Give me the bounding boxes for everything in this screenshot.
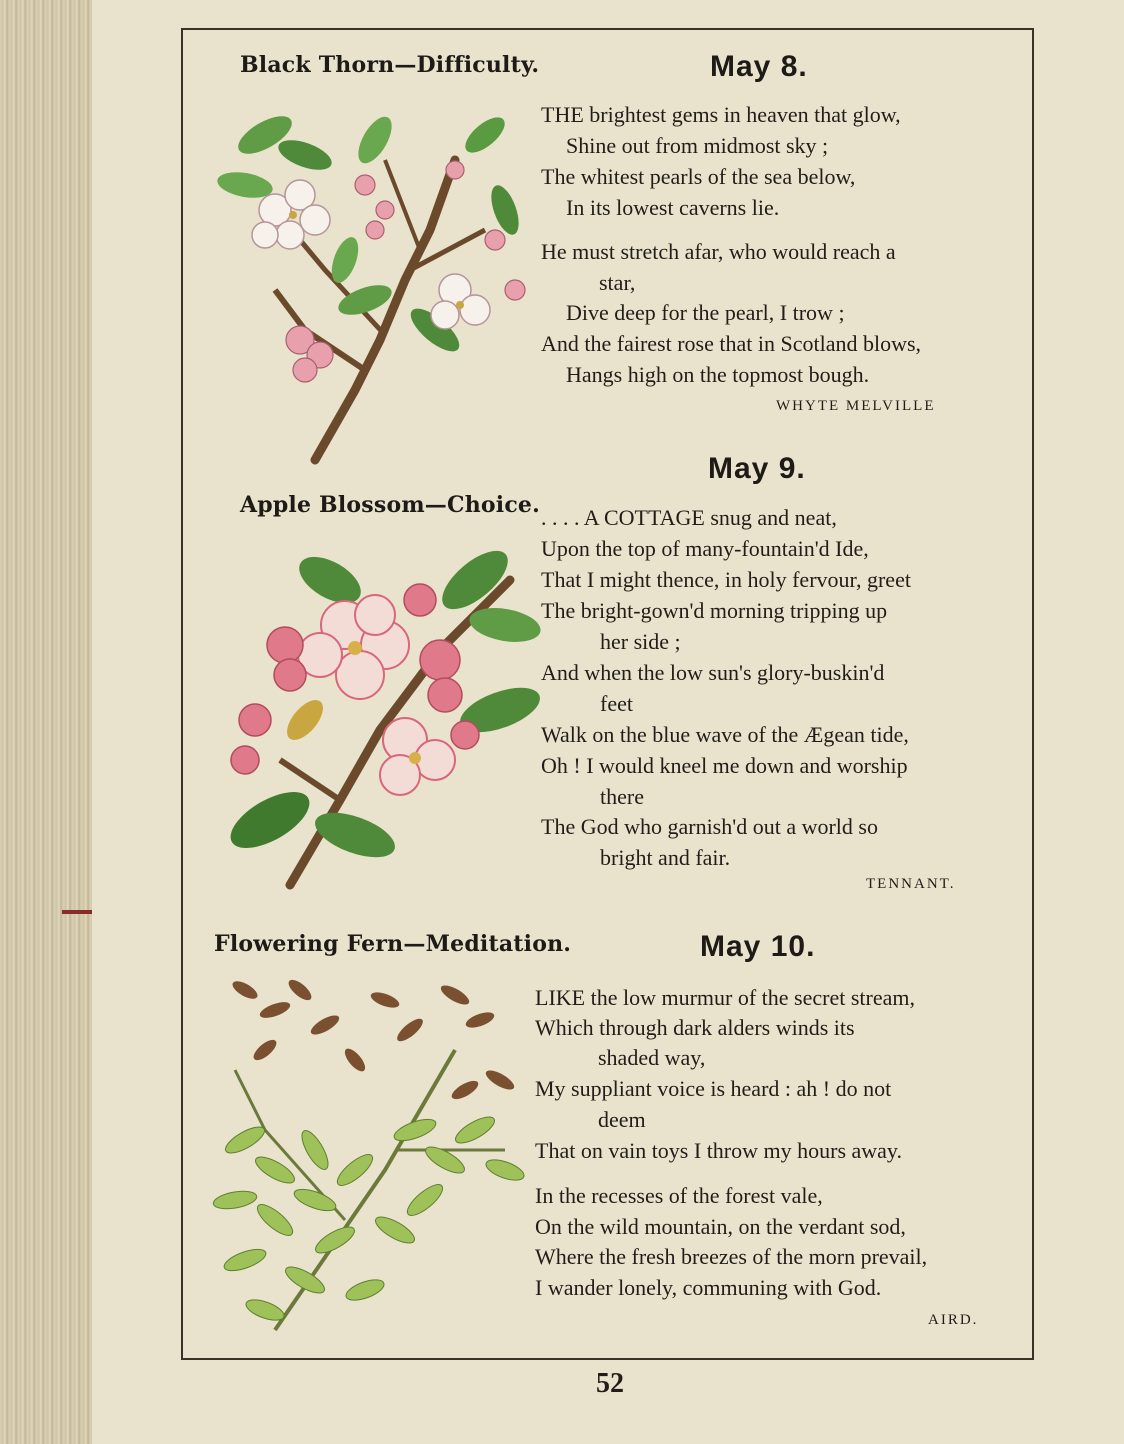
poem-author: WHYTE MELVILLE <box>776 398 936 414</box>
poem-line: her side ; <box>600 629 681 654</box>
flowering-fern-illustration <box>205 970 535 1340</box>
poem-line: And the fairest rose that in Scotland blows, <box>541 331 922 356</box>
poem-line: bright and fair. <box>600 845 731 870</box>
poem-line: THE brightest gems in heaven that glow, <box>541 102 901 127</box>
poem-line: Walk on the blue wave of the Ægean tide, <box>541 722 909 747</box>
entry-date-may-8: May 8. <box>710 50 808 83</box>
poem-line: shaded way, <box>598 1045 706 1070</box>
poem-line: Which through dark alders winds its <box>535 1015 855 1040</box>
poem-line: I wander lonely, communing with God. <box>535 1275 882 1300</box>
poem-line: He must stretch afar, who would reach a <box>541 239 896 264</box>
poem-line: Where the fresh breezes of the morn prevail, <box>535 1244 928 1269</box>
poem-line: The whitest pearls of the sea below, <box>541 164 856 189</box>
poem-line: Hangs high on the topmost bough. <box>566 362 870 387</box>
poem-line: The God who garnish'd out a world so <box>541 814 878 839</box>
poem-line: The bright-gown'd morning tripping up <box>541 598 888 623</box>
poem-author: AIRD. <box>928 1312 979 1328</box>
poem-line: LIKE the low murmur of the secret stream, <box>535 985 915 1010</box>
poem-line: . . . . A COTTAGE snug and neat, <box>541 505 837 530</box>
poem-line: On the wild mountain, on the verdant sod, <box>535 1214 906 1239</box>
entry-date-may-9: May 9. <box>708 452 806 485</box>
poem-line: That on vain toys I throw my hours away. <box>535 1138 903 1163</box>
entry-date-may-10: May 10. <box>700 930 816 963</box>
poem-line: In the recesses of the forest vale, <box>535 1183 823 1208</box>
poem-line: Dive deep for the pearl, I trow ; <box>566 300 845 325</box>
ribbon-mark <box>62 910 95 914</box>
poem-line: That I might thence, in holy fervour, greet <box>541 567 911 592</box>
poem-author: TENNANT. <box>866 876 956 892</box>
poem-line: Upon the top of many-fountain'd Ide, <box>541 536 869 561</box>
poem-line: Shine out from midmost sky ; <box>566 133 829 158</box>
apple-blossom-illustration <box>210 530 540 895</box>
page-number: 52 <box>596 1368 624 1399</box>
poem-line: My suppliant voice is heard : ah ! do not <box>535 1076 892 1101</box>
poem-line: In its lowest caverns lie. <box>566 195 780 220</box>
caption-flowering-fern: Flowering Fern—Meditation. <box>214 931 572 957</box>
book-page-edges <box>0 0 95 1444</box>
poem-line: star, <box>599 270 636 295</box>
poem-line: there <box>600 784 644 809</box>
caption-apple-blossom: Apple Blossom—Choice. <box>240 492 540 518</box>
blackthorn-illustration <box>205 100 535 470</box>
poem-line: deem <box>598 1107 646 1132</box>
caption-blackthorn: Black Thorn—Difficulty. <box>240 52 540 78</box>
poem-line: Oh ! I would kneel me down and worship <box>541 753 908 778</box>
poem-line: feet <box>600 691 633 716</box>
poem-line: And when the low sun's glory-buskin'd <box>541 660 885 685</box>
